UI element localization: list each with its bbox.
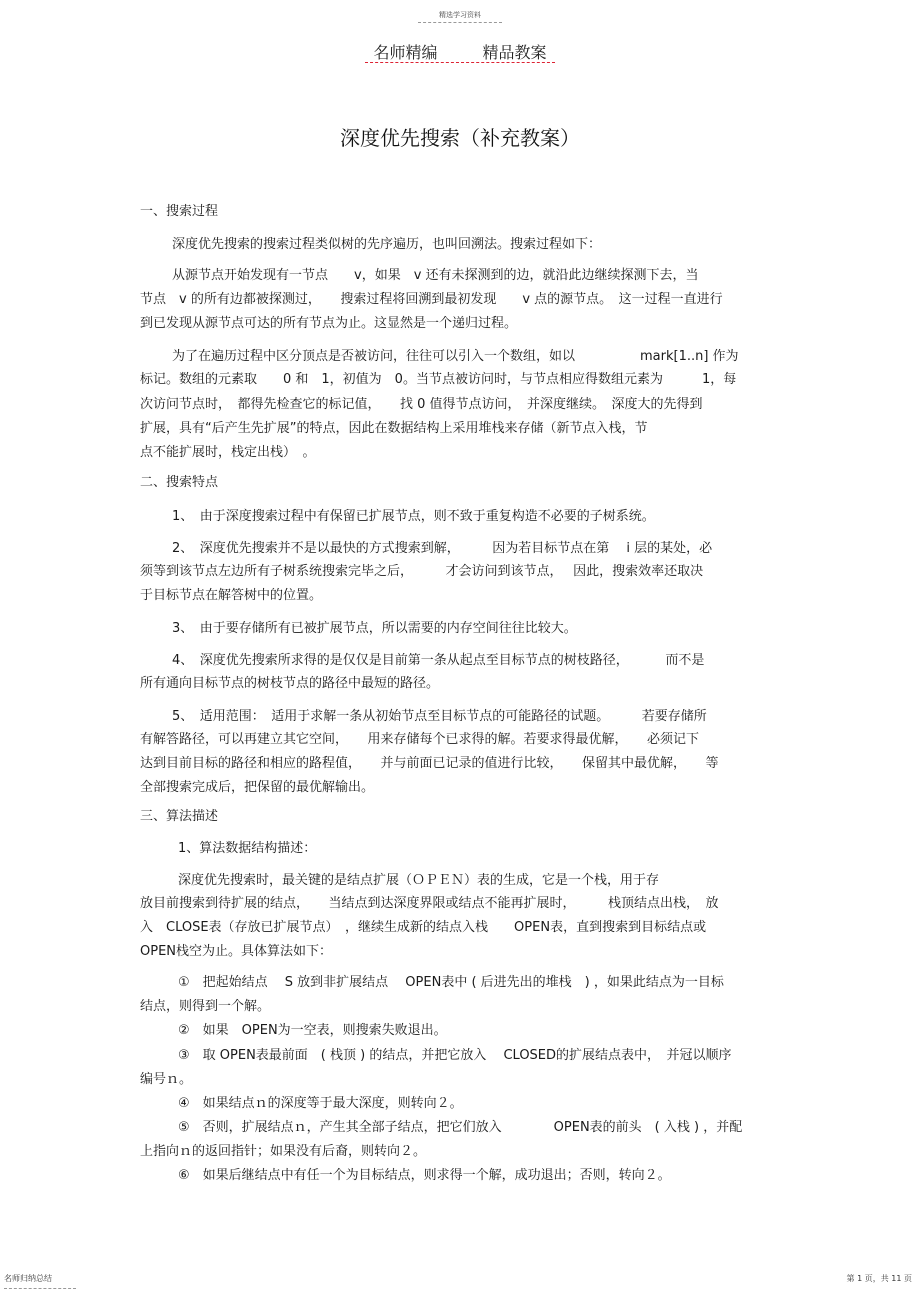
text-line: 结点，则得到一个解。 [140,999,271,1014]
text-line: 放目前搜索到待扩展的结点， 当结点到达深度界限或结点不能再扩展时， 栈顶结点出栈， 放 [140,896,719,911]
algorithm-step: ① 把起始结点 S 放到非扩展结点 OPEN表中 ( 后进先出的堆栈 ) ，如果此结点为一目标 [178,975,724,990]
text-line: 须等到该节点左边所有子树系统搜索完毕之后， 才会访问到该节点， 因此，搜索效率还取决 [140,564,704,579]
algorithm-step: ③ 取 OPEN表最前面 ( 栈顶 ) 的结点，并把它放入 CLOSED的扩展结点表中， 并冠以顺序 [178,1048,732,1063]
text-line: 4、 深度优先搜索所求得的是仅仅是目前第一条从起点至目标节点的树枝路径， 而不是 [172,653,705,668]
text-line: 到已发现从源节点可达的所有节点为止。这显然是一个递归过程。 [140,316,518,331]
page-number: 第 1 页，共 11 页 [846,1274,912,1283]
top-divider [418,22,502,23]
section-heading-3: 三、算法描述 [140,809,219,824]
text-line: 从源节点开始发现有一节点 v，如果 v 还有未探测到的边，就沿此边继续探测下去，当 [172,268,699,283]
text-line: 有解答路径，可以再建立其它空间， 用来存储每个已求得的解。若要求得最优解， 必须记下 [140,732,700,747]
text-line: 全部搜索完成后，把保留的最优解输出。 [140,780,375,795]
algorithm-step: ④ 如果结点ｎ的深度等于最大深度，则转向２。 [178,1096,463,1111]
footer-left: 名师归纳总结 [4,1274,52,1283]
text-line: 编号ｎ。 [140,1072,193,1087]
text-line: 为了在遍历过程中区分顶点是否被访问，往往可以引入一个数组，如以 mark[1..n] 作为 [172,349,739,364]
text-line: 1、 由于深度搜索过程中有保留已扩展节点，则不致于重复构造不必要的子树系统。 [172,509,655,524]
page-header [0,40,920,63]
text-line: 5、 适用范围： 适用于求解一条从初始节点至目标节点的可能路径的试题。 若要存储所 [172,709,707,724]
footer-divider [4,1288,76,1289]
text-line: 点不能扩展时，栈定出栈） 。 [140,445,316,460]
text-line: 于目标节点在解答树中的位置。 [140,588,323,603]
text-line: 入 CLOSE表（存放已扩展节点） ，继续生成新的结点入栈 OPEN表，直到搜索到目标结点或 [140,920,707,935]
text-line: 标记。数组的元素取 0 和 1，初值为 0。当节点被访问时，与节点相应得数组元素为 1，每 [140,372,737,387]
top-caption: 精选学习资料 [439,11,481,19]
text-line: 深度优先搜索时，最关键的是结点扩展（ＯＰＥＮ）表的生成，它是一个栈，用于存 [178,873,660,888]
text-line: 上指向ｎ的返回指针；如果没有后裔，则转向２。 [140,1144,427,1159]
text-line: 达到目前目标的路径和相应的路程值， 并与前面已记录的值进行比较， 保留其中最优解， 等 [140,756,719,771]
text-line: 次访问节点时， 都得先检查它的标记值， 找 0 值得节点访问， 并深度继续。 深度大的先得到 [140,397,703,412]
subsection-heading: 1、算法数据结构描述： [178,841,317,856]
header-left: 名师精编 [373,43,438,62]
algorithm-step: ② 如果 OPEN为一空表，则搜索失败退出。 [178,1023,447,1038]
text-line: 扩展，具有“后产生先扩展”的特点，因此在数据结构上采用堆栈来存储（新节点入栈，节 [140,421,648,436]
text-line: 3、 由于要存储所有已被扩展节点，所以需要的内存空间往往比较大。 [172,621,577,636]
algorithm-step: ⑥ 如果后继结点中有任一个为目标结点，则求得一个解，成功退出；否则，转向２。 [178,1168,671,1183]
header-divider [365,62,555,63]
section-heading-1: 一、搜索过程 [140,204,219,219]
text-line: OPEN栈空为止。具体算法如下： [140,944,333,959]
section-heading-2: 二、搜索特点 [140,475,219,490]
algorithm-step: ⑤ 否则，扩展结点ｎ，产生其全部子结点，把它们放入 OPEN表的前头 ( 入栈 ) ，并配 [178,1120,743,1135]
text-line: 2、 深度优先搜索并不是以最快的方式搜索到解， 因为若目标节点在第 i 层的某处，必 [172,541,713,556]
header-right: 精品教案 [482,43,547,62]
document-title: 深度优先搜索（补充教案） [340,126,580,150]
text-line: 节点 v 的所有边都被探测过， 搜索过程将回溯到最初发现 v 点的源节点。 这一过程一直进行 [140,292,723,307]
text-line: 所有通向目标节点的树枝节点的路径中最短的路径。 [140,676,440,691]
text-line: 深度优先搜索的搜索过程类似树的先序遍历，也叫回溯法。搜索过程如下： [172,237,602,252]
